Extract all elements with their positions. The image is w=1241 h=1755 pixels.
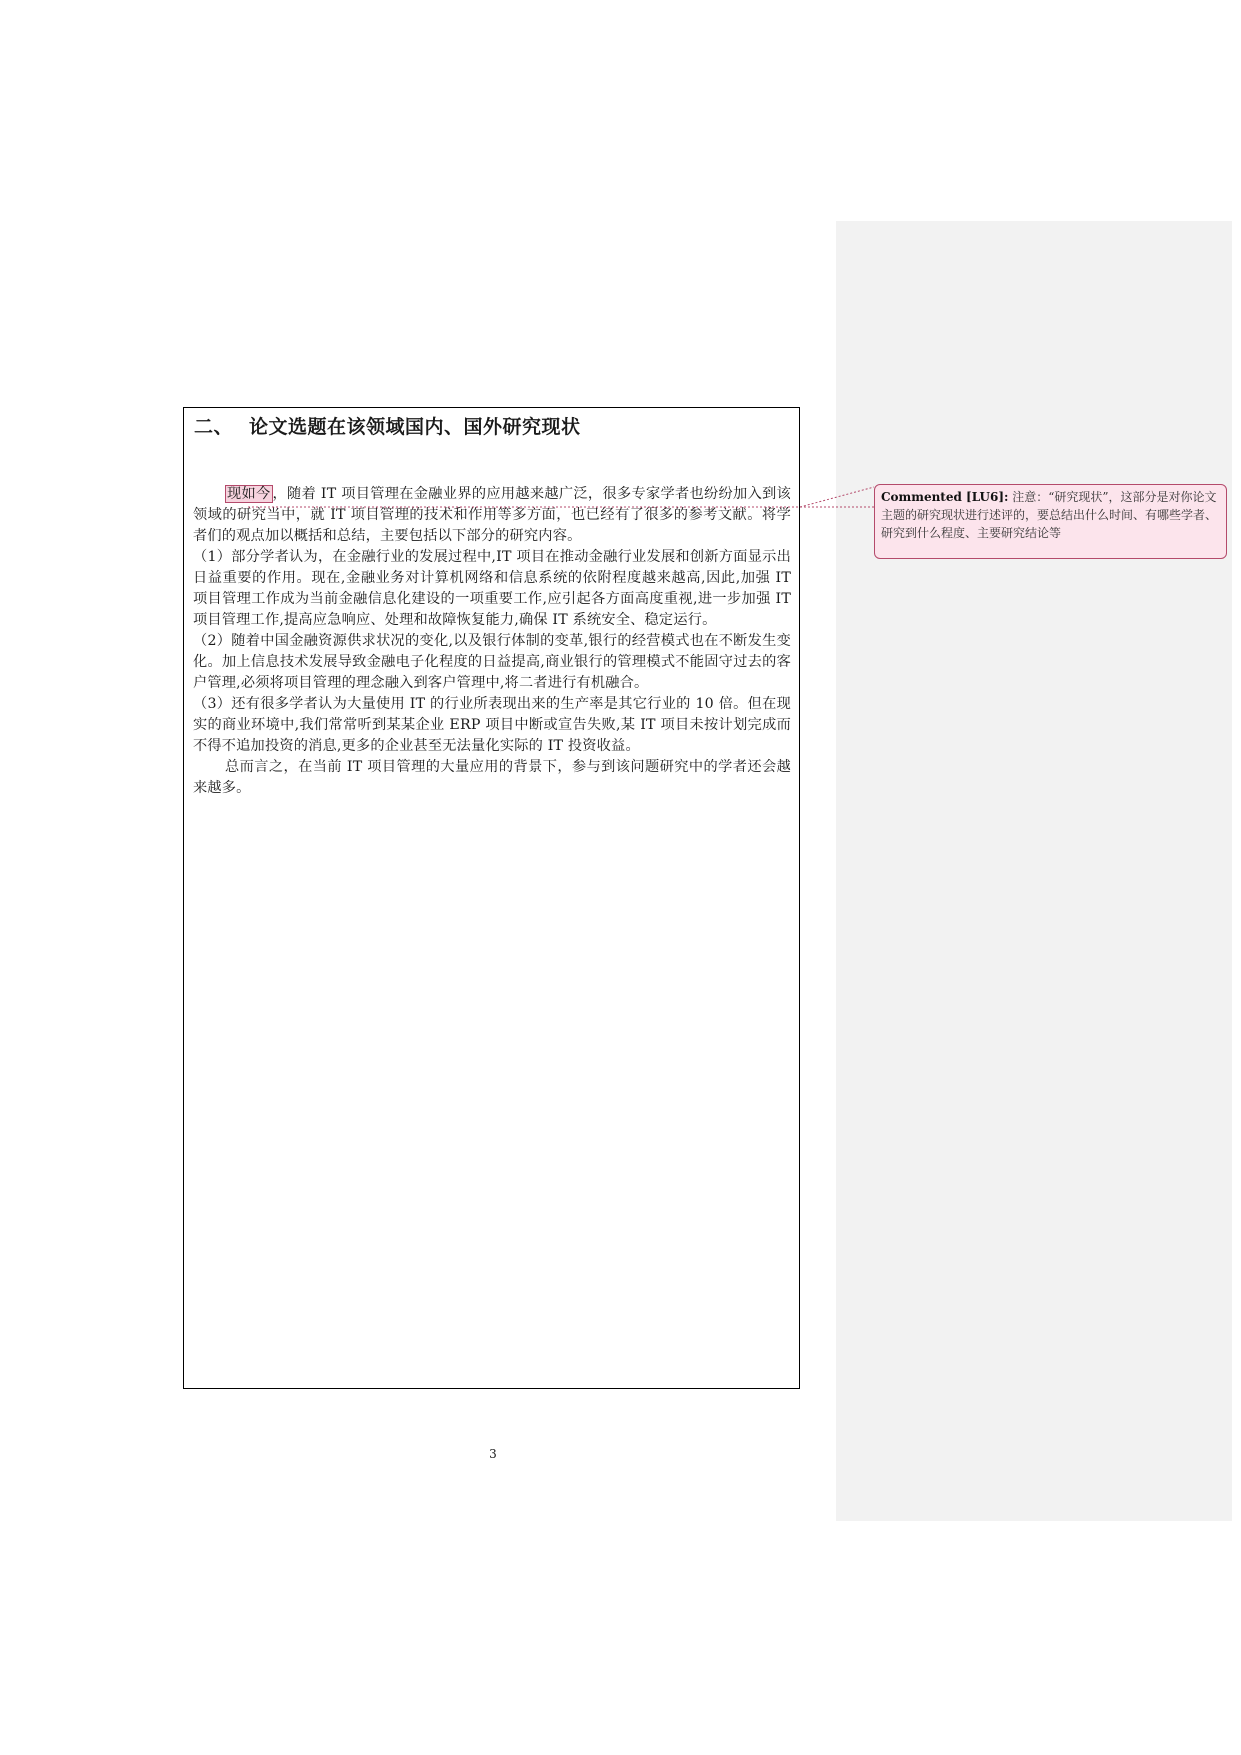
paragraph-point-2[interactable]: （2）随着中国金融资源供求状况的变化,以及银行体制的变革,银行的经营模式也在不断发生变化。加上信息技术发展导致金融电子化程度的日益提高,商业银行的管理模式不能固守过去的客户管理,必须将项目管理的理念融入到客户管理中,将二者进行有机融合。 [193,633,791,691]
paragraph-conclusion[interactable]: 总而言之，在当前 IT 项目管理的大量应用的背景下，参与到该问题研究中的学者还会越来越多。 [193,759,791,796]
comment-author: Commented [LU6]: [881,490,1009,504]
paragraph-point-1[interactable]: （1）部分学者认为，在金融行业的发展过程中,IT 项目在推动金融行业发展和创新方面显示出日益重要的作用。现在,金融业务对计算机网络和信息系统的依附程度越来越高,因此,加强 IT 项目管理工作成为当前金融信息化建设的一项重要工作,应引起各方面高度重视,进一步加强 IT 项目管理工作,提高应急响应、处理和故障恢复能力,确保 IT 系统安全、稳定运行。 [193,549,791,628]
comment-pane [836,221,1232,1521]
document-body[interactable] [193,484,791,799]
section-number: 二、 [194,416,234,438]
page-number: 3 [489,1447,497,1461]
paragraph-point-3[interactable]: （3）还有很多学者认为大量使用 IT 的行业所表现出来的生产率是其它行业的 10 倍。但在现实的商业环境中,我们常常听到某某企业 ERP 项目中断或宣告失败,某 IT 项目未按计划完成而不得不追加投资的消息,更多的企业甚至无法量化实际的 IT 投资收益。 [193,696,791,754]
comment-bubble[interactable] [874,484,1227,559]
paragraph-intro-text: ，随着 IT 项目管理在金融业界的应用越来越广泛，很多专家学者也纷纷加入到该领域的研究当中，就 IT 项目管理的技术和作用等多方面，也已经有了很多的参考文献。将学者们的观点加以概括和总结，主要包括以下部分的研究内容。 [193,486,791,544]
section-title: 论文选题在该领域国内、国外研究现状 [249,416,581,438]
content-frame [183,407,800,1389]
comment-text: 注意：“研究现状”，这部分是对你论文主题的研究现状进行述评的，要总结出什么时间、有哪些学者、研究到什么程度、主要研究结论等 [881,490,1218,540]
paragraph-intro[interactable] [193,484,791,547]
commented-text-highlight[interactable]: 现如今 [227,486,271,502]
section-heading [194,412,581,439]
